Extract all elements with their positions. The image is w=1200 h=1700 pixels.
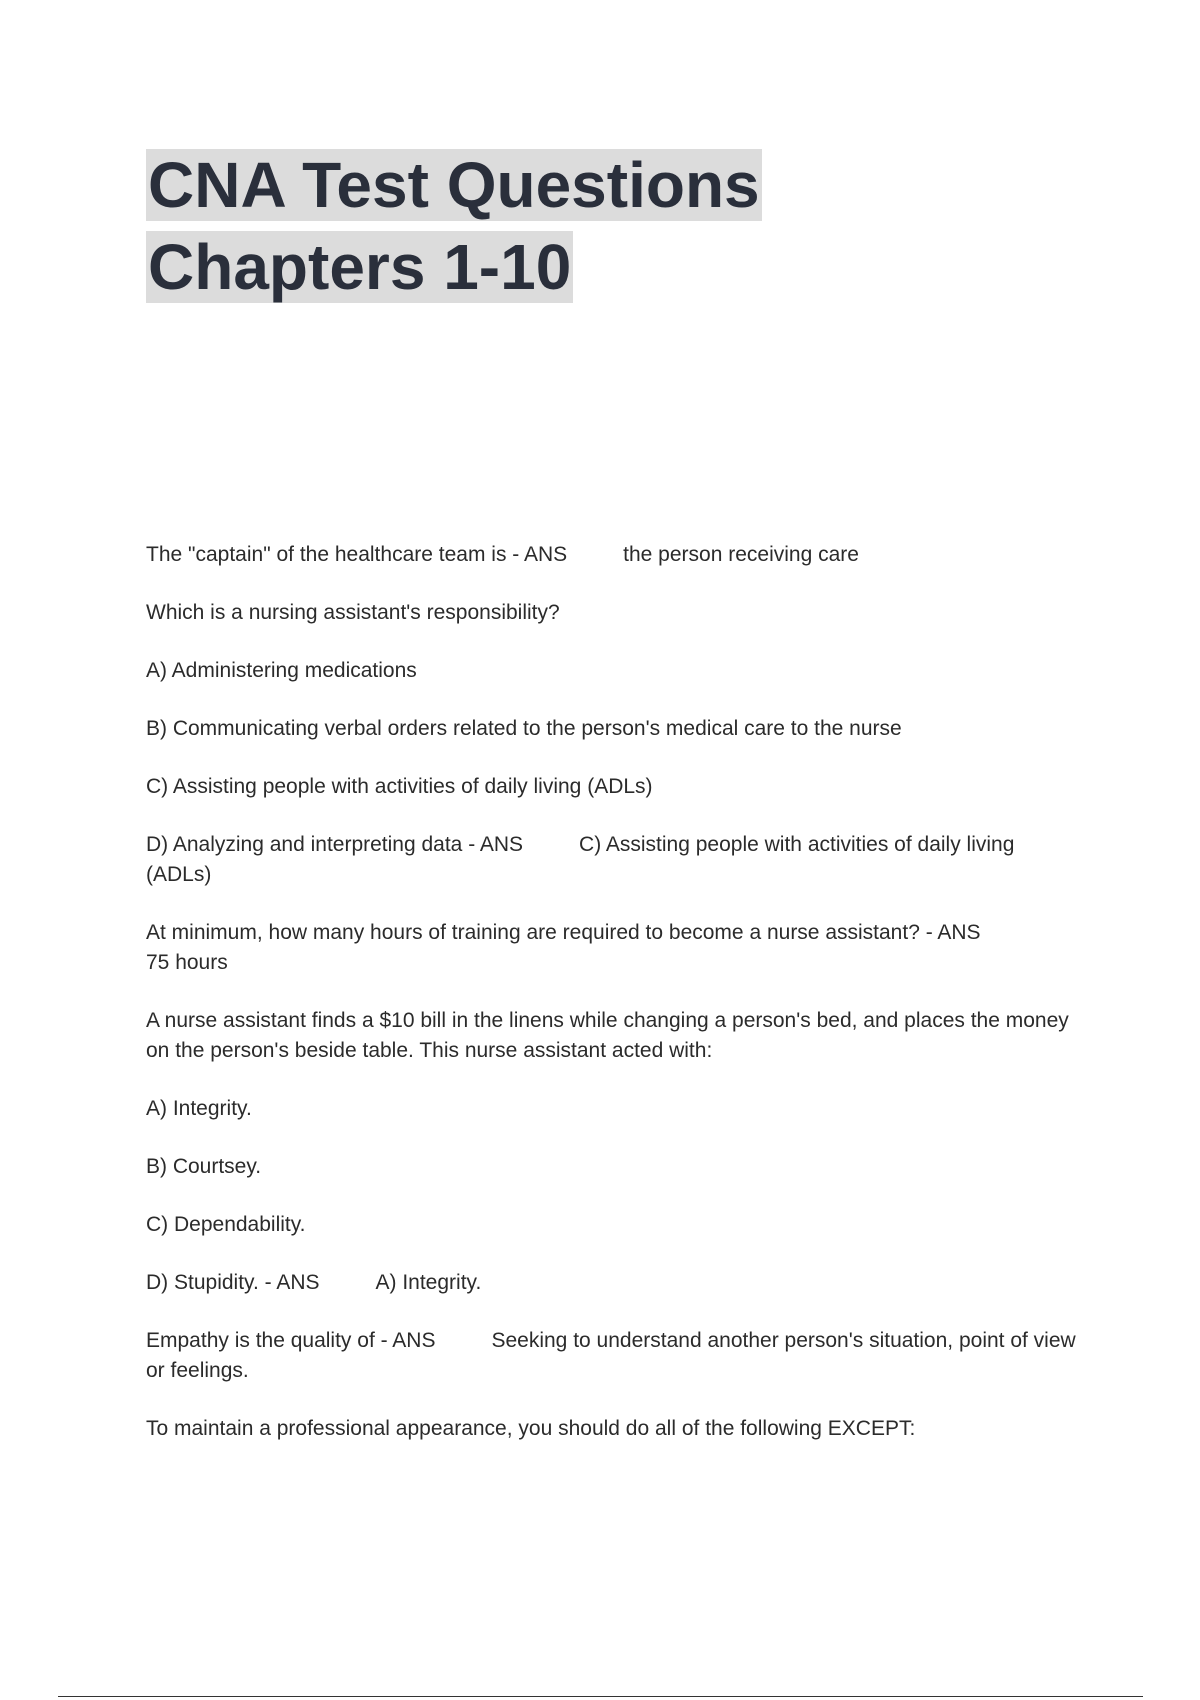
question-text: C) Assisting people with activities of daily living (ADLs): [146, 775, 653, 798]
qa-entry: [146, 1326, 1076, 1386]
qa-entry: [146, 598, 1076, 628]
document-title: [146, 144, 1046, 308]
qa-entry: [146, 1414, 1076, 1444]
answer-text: A) Integrity.: [375, 1271, 482, 1294]
question-text: D) Analyzing and interpreting data - ANS: [146, 833, 524, 856]
qa-entry: [146, 1094, 1076, 1124]
document-title-text: CNA Test Questions Chapters 1-10: [148, 149, 760, 303]
qa-entry: [146, 1268, 1076, 1298]
question-text: The "captain" of the healthcare team is - ANS: [146, 543, 568, 566]
answer-text: 75 hours: [146, 951, 228, 974]
question-text: Which is a nursing assistant's responsibility?: [146, 601, 560, 624]
qa-entry: [146, 918, 1076, 978]
qa-entry: [146, 1006, 1076, 1066]
qa-entry: [146, 714, 1076, 744]
answer-text: C) Assisting people with activities of daily living (ADLs): [146, 833, 1015, 886]
question-text: D) Stupidity. - ANS: [146, 1271, 320, 1294]
qa-entry: [146, 1210, 1076, 1240]
question-text: C) Dependability.: [146, 1213, 306, 1236]
qa-entry: [146, 830, 1076, 890]
question-text: A) Integrity.: [146, 1097, 252, 1120]
answer-text: Seeking to understand another person's situation, point of view or feelings.: [146, 1329, 1076, 1382]
question-text: B) Communicating verbal orders related to the person's medical care to the nurse: [146, 717, 902, 740]
question-text: At minimum, how many hours of training are required to become a nurse assistant? - ANS: [146, 921, 981, 944]
question-text: Empathy is the quality of - ANS: [146, 1329, 436, 1352]
qa-entry: [146, 1152, 1076, 1182]
qa-entry: [146, 540, 1076, 570]
answer-text: the person receiving care: [623, 543, 859, 566]
qa-entry: [146, 772, 1076, 802]
qa-entry: [146, 656, 1076, 686]
question-text: A nurse assistant finds a $10 bill in the linens while changing a person's bed, and places the money on the person's beside table. This nurse assistant acted with:: [146, 1009, 1069, 1062]
question-text: A) Administering medications: [146, 659, 417, 682]
qa-list: [146, 540, 1076, 1472]
question-text: B) Courtsey.: [146, 1155, 262, 1178]
question-text: To maintain a professional appearance, you should do all of the following EXCEPT:: [146, 1417, 916, 1440]
footer-divider: [58, 1696, 1143, 1697]
